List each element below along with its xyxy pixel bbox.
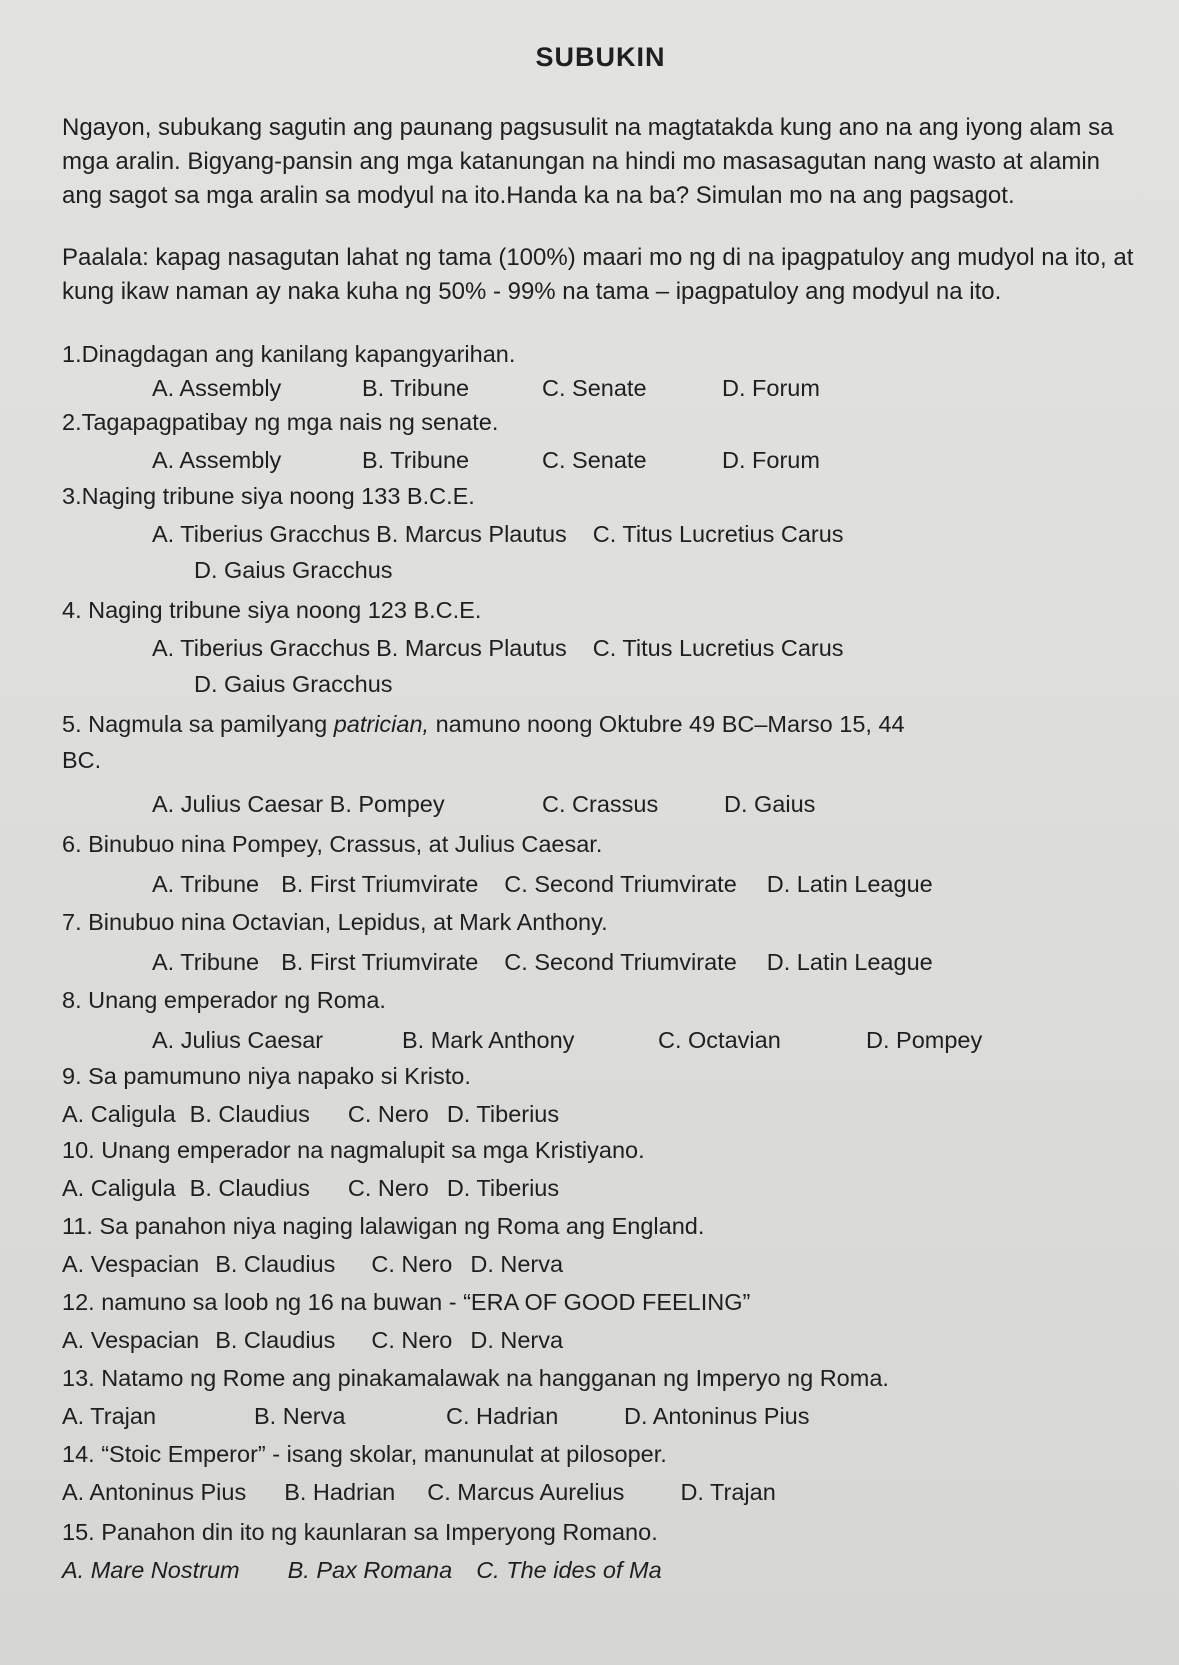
option-a: A. Julius Caesar [152, 1027, 324, 1053]
option-d: D. Nerva [470, 1327, 564, 1353]
option-b: B. Marcus Plautus [376, 521, 567, 547]
option-d: D. Trajan [680, 1479, 776, 1505]
option-c: C. Second Triumvirate [504, 871, 737, 897]
option-d: D. Nerva [470, 1251, 564, 1277]
question-9-options [62, 1097, 1139, 1131]
option-c: C. Marcus Aurelius [427, 1479, 625, 1505]
option-a: A. Tiberius Gracchus [152, 521, 371, 547]
option-b: B. Nerva [254, 1403, 346, 1429]
option-a: A. Tiberius Gracchus [152, 635, 371, 661]
question-5 [62, 707, 1139, 741]
question-10-options [62, 1171, 1139, 1205]
question-6: 6. Binubuo nina Pompey, Crassus, at Julius Caesar. [62, 831, 603, 857]
option-b: B. First Triumvirate [281, 871, 479, 897]
question-5-options [62, 787, 1139, 821]
question-10: 10. Unang emperador na nagmalupit sa mga Kristiyano. [62, 1137, 645, 1163]
option-a-b [152, 787, 542, 821]
option-d: D. Pompey [866, 1027, 983, 1053]
option-b: B. First Triumvirate [281, 949, 479, 975]
question-7-options [62, 945, 1139, 979]
option-c: C. Second Triumvirate [504, 949, 737, 975]
option-c: C. Hadrian [446, 1403, 559, 1429]
question-11: 11. Sa panahon niya naging lalawigan ng Roma ang England. [62, 1213, 705, 1239]
option-d: D. Gaius Gracchus [194, 557, 393, 583]
question-12-options [62, 1323, 1139, 1357]
note-paragraph: Paalala: kapag nasagutan lahat ng tama (100%) maari mo ng di na ipagpatuloy ang mudyol na ito, at kung ikaw naman ay naka kuha ng 50% - 99% na tama – ipagpatuloy ang modyul na ito. [62, 244, 1134, 305]
option-b: B. Pax Romana [287, 1557, 453, 1583]
question-4-options [62, 631, 1139, 665]
option-d: D. Tiberius [446, 1175, 560, 1201]
question-3: 3.Naging tribune siya noong 133 B.C.E. [62, 483, 475, 509]
question-2: 2.Tagapagpatibay ng mga nais ng senate. [62, 409, 499, 435]
option-c: C. Nero [371, 1327, 453, 1353]
question-8: 8. Unang emperador ng Roma. [62, 987, 386, 1013]
question-6-options [62, 867, 1139, 901]
question-4-options-cont [62, 667, 1139, 701]
option-a: A. Tribune [152, 871, 260, 897]
option-b: B. Hadrian [284, 1479, 396, 1505]
option-b: B. Claudius [189, 1101, 310, 1127]
option-a: A. Caligula [62, 1175, 176, 1201]
question-5-text-cont: BC. [62, 747, 102, 773]
option-a: A. Tribune [152, 949, 260, 975]
option-c: C. Senate [542, 447, 647, 473]
question-14-options [62, 1475, 1139, 1509]
option-b: B. Claudius [189, 1175, 310, 1201]
question-7: 7. Binubuo nina Octavian, Lepidus, at Mark Anthony. [62, 909, 608, 935]
option-a: A. Assembly [152, 447, 282, 473]
option-d: D. Forum [722, 375, 820, 401]
question-1-options [62, 371, 1139, 405]
question-5-text-em: patrician, [333, 711, 430, 737]
option-c: C. Senate [542, 375, 647, 401]
option-a: A. Assembly [152, 375, 282, 401]
option-c: C. Octavian [658, 1027, 781, 1053]
option-b: B. Marcus Plautus [376, 635, 567, 661]
option-b: B. Tribune [362, 447, 470, 473]
option-a: A. Vespacian [62, 1327, 200, 1353]
question-15-options [62, 1553, 1139, 1587]
option-c: C. Nero [347, 1101, 429, 1127]
question-14: 14. “Stoic Emperor” - isang skolar, manunulat at pilosoper. [62, 1441, 667, 1467]
question-11-options [62, 1247, 1139, 1281]
option-b: B. Tribune [362, 375, 470, 401]
option-d: D. Antoninus Pius [624, 1403, 810, 1429]
question-8-options [62, 1023, 1139, 1057]
question-9: 9. Sa pamumuno niya napako si Kristo. [62, 1063, 471, 1089]
question-5-text-post: namuno noong Oktubre 49 BC–Marso 15, 44 [429, 711, 905, 737]
option-a: A. Trajan [62, 1403, 157, 1429]
question-13-options [62, 1399, 1139, 1433]
option-c: C. The ides of Ma [476, 1557, 662, 1583]
option-c: C. Titus Lucretius Carus [592, 635, 844, 661]
option-c: C. Titus Lucretius Carus [592, 521, 844, 547]
option-d: D. Latin League [766, 949, 933, 975]
option-a: A. Antoninus Pius [62, 1479, 247, 1505]
question-3-options-cont [62, 553, 1139, 587]
option-b: B. Claudius [215, 1251, 336, 1277]
intro-paragraph: Ngayon, subukang sagutin ang paunang pagsusulit na magtatakda kung ano na ang iyong alam sa mga aralin. Bigyang-pansin ang mga katanungan na hindi mo masasagutan nang wasto at alamin ang sagot sa mga aralin sa modyul na ito.Handa ka na ba? Simulan mo na ang pagsagot. [62, 114, 1114, 209]
option-d: D. Latin League [766, 871, 933, 897]
option-b: B. Claudius [215, 1327, 336, 1353]
option-b: B. Pompey [329, 791, 445, 817]
option-c: C. Nero [347, 1175, 429, 1201]
question-2-options [62, 443, 1139, 477]
page-title: SUBUKIN [535, 42, 666, 72]
option-a: A. Julius Caesar [152, 791, 324, 817]
question-3-options [62, 517, 1139, 551]
option-d: D. Gaius [724, 791, 816, 817]
question-4: 4. Naging tribune siya noong 123 B.C.E. [62, 597, 482, 623]
option-d: D. Tiberius [446, 1101, 560, 1127]
option-d: D. Forum [722, 447, 820, 473]
question-1: 1.Dinagdagan ang kanilang kapangyarihan. [62, 341, 516, 367]
option-a: A. Vespacian [62, 1251, 200, 1277]
option-d: D. Gaius Gracchus [194, 671, 393, 697]
question-5-text-pre: 5. Nagmula sa pamilyang [62, 711, 334, 737]
option-a: A. Caligula [62, 1101, 176, 1127]
option-c: C. Nero [371, 1251, 453, 1277]
option-b: B. Mark Anthony [402, 1027, 575, 1053]
question-15: 15. Panahon din ito ng kaunlaran sa Imperyong Romano. [62, 1519, 658, 1545]
question-12: 12. namuno sa loob ng 16 na buwan - “ERA OF GOOD FEELING” [62, 1289, 751, 1315]
question-13: 13. Natamo ng Rome ang pinakamalawak na hangganan ng Imperyo ng Roma. [62, 1365, 889, 1391]
option-c: C. Crassus [542, 791, 659, 817]
option-a: A. Mare Nostrum [62, 1557, 240, 1583]
